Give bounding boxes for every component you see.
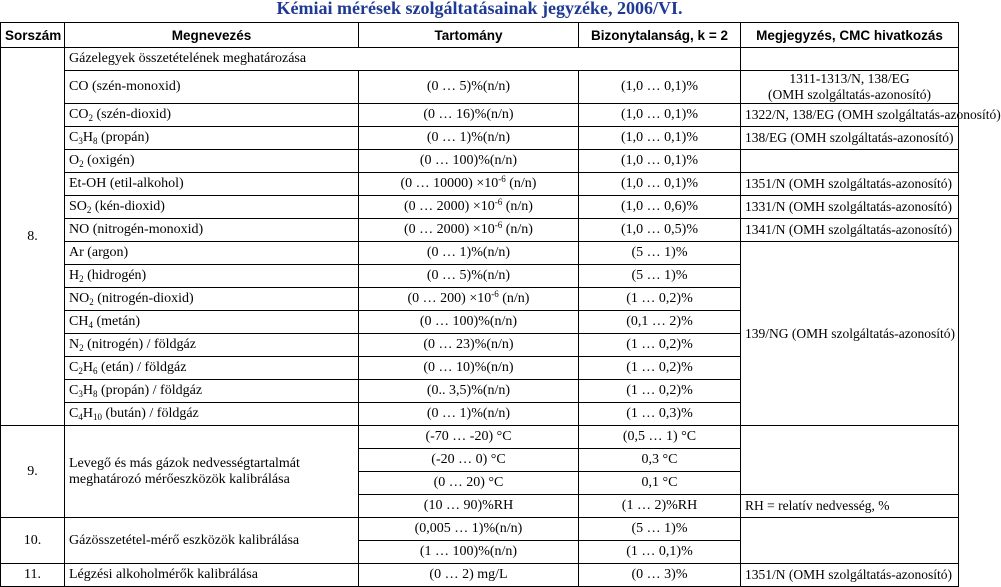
subscript: 2 [89, 297, 94, 307]
uncertainty-value [579, 104, 741, 127]
uncertainty-value [579, 196, 741, 219]
service-name [65, 564, 359, 587]
uncertainty-text: (1,0 … 0,1)% [621, 107, 698, 122]
substance-name [65, 219, 359, 242]
document-title: Kémiai mérések szolgáltatásainak jegyzéke, 2006/VI. [276, 0, 683, 18]
range-text: (0 … 100)%(n/n) [419, 314, 518, 329]
substance-name [65, 242, 359, 265]
range-text: (-20 … 0) °C [431, 452, 506, 467]
range-text: (10 … 90)%RH [423, 498, 514, 513]
shared-note [741, 242, 959, 426]
formula-text: C [69, 360, 79, 375]
substance-name [65, 380, 359, 403]
range-text: (0 … 1)%(n/n) [426, 406, 511, 421]
range-text: (1 … 100)%(n/n) [419, 544, 518, 559]
note-value [741, 495, 959, 518]
substance-name [65, 403, 359, 426]
table-row [1, 196, 959, 219]
uncertainty-value [579, 380, 741, 403]
subscript: 6 [92, 366, 98, 376]
table-row [1, 104, 959, 127]
range-text: (0 … 10)%(n/n) [423, 360, 514, 375]
range-text: (0 … 5)%(n/n) [426, 79, 511, 94]
section-heading-text: Gázelegyek összetételének meghatározása [69, 51, 307, 66]
uncertainty-value [579, 71, 741, 104]
range-value [359, 196, 579, 219]
name-text: (bután) / földgáz [101, 406, 199, 421]
range-text: (0 … 100)%(n/n) [419, 153, 518, 168]
name-text: (szén-dioxid) [92, 107, 172, 122]
section-heading [65, 48, 741, 71]
substance-name [65, 196, 359, 219]
range-value [359, 357, 579, 380]
subscript: 4 [88, 320, 93, 330]
table-row [1, 518, 959, 541]
uncertainty-text: (5 … 1)% [631, 245, 688, 260]
uncertainty-value [579, 426, 741, 449]
formula-text: H [82, 383, 93, 398]
range-value [359, 472, 579, 495]
range-value [359, 150, 579, 173]
note-value [741, 150, 959, 173]
range-value [359, 219, 579, 242]
range-text: (n/n) [505, 176, 537, 191]
name-text: (propán) [97, 130, 150, 145]
range-value [359, 541, 579, 564]
formula-text: Ar (argon) [69, 245, 129, 260]
formula-text: NO (nitrogén-monoxid) [69, 222, 204, 237]
substance-name [65, 288, 359, 311]
name-text: (metán) [92, 314, 140, 329]
uncertainty-text: (1,0 … 0,1)% [621, 176, 698, 191]
name-text: (oxigén) [83, 153, 135, 168]
subscript: 4 [78, 412, 83, 422]
range-value [359, 334, 579, 357]
name-text: (nitrogén-dioxid) [93, 291, 194, 306]
uncertainty-value [579, 541, 741, 564]
note-text: 1351/N (OMH szolgáltatás-azonosító) [745, 176, 952, 191]
subscript: 3 [78, 136, 83, 146]
range-value [359, 426, 579, 449]
uncertainty-text: (1 … 0,2)% [626, 291, 693, 306]
formula-text: C [69, 383, 79, 398]
table-row [1, 127, 959, 150]
table-row [1, 71, 959, 104]
uncertainty-text: (1,0 … 0,1)% [621, 79, 698, 94]
note-text: 138/EG (OMH szolgáltatás-azonosító) [745, 130, 954, 145]
uncertainty-text: 0,1 °C [641, 475, 678, 490]
note-text: 1311-1313/N, 138/EG [789, 71, 910, 86]
range-value [359, 288, 579, 311]
subscript: 8 [92, 389, 98, 399]
note-value [741, 127, 959, 150]
substance-name [65, 357, 359, 380]
uncertainty-value [579, 288, 741, 311]
uncertainty-value [579, 449, 741, 472]
table-row [1, 564, 959, 587]
serial-number-text: 10. [23, 532, 42, 548]
range-value [359, 104, 579, 127]
formula-text: CH [69, 314, 89, 329]
serial-number [1, 426, 65, 518]
range-text: (0 … 23)%(n/n) [423, 337, 514, 352]
range-value [359, 71, 579, 104]
note-value [741, 71, 959, 104]
serial-number-text: 8. [27, 228, 38, 244]
uncertainty-text: (1 … 0,2)% [626, 360, 693, 375]
uncertainty-value [579, 265, 741, 288]
name-text: Légzési alkoholmérők kalibrálása [69, 567, 258, 582]
uncertainty-text: (1 … 2)%RH [621, 498, 698, 513]
superscript: -6 [498, 174, 506, 184]
uncertainty-text: (1 … 0,2)% [626, 337, 693, 352]
uncertainty-value [579, 334, 741, 357]
uncertainty-text: (1,0 … 0,6)% [621, 199, 698, 214]
header-range: Tartomány [359, 23, 579, 48]
range-text: (0.. 3,5)%(n/n) [426, 383, 511, 398]
note-text: RH = relatív nedvesség, % [745, 498, 890, 513]
formula-text: C [69, 406, 79, 421]
uncertainty-value [579, 495, 741, 518]
uncertainty-text: (1 … 0,3)% [626, 406, 693, 421]
header-name: Megnevezés [65, 23, 359, 48]
uncertainty-value [579, 472, 741, 495]
note-text: 1322/N, 138/EG (OMH szolgáltatás-azonosító) [745, 107, 1001, 122]
service-name [65, 518, 359, 564]
range-value [359, 265, 579, 288]
uncertainty-value [579, 219, 741, 242]
superscript: -6 [494, 220, 503, 230]
substance-name [65, 71, 359, 104]
formula-text: H [69, 268, 80, 283]
table-row [1, 242, 959, 265]
serial-number-text: 11. [24, 567, 41, 582]
section-8-heading-row [1, 48, 959, 71]
range-value [359, 380, 579, 403]
note-text: 1351/N (OMH szolgáltatás-azonosító) [745, 567, 952, 582]
substance-name [65, 311, 359, 334]
subscript: 10 [92, 412, 102, 422]
uncertainty-text: (0 … 3)% [631, 567, 688, 582]
uncertainty-value [579, 403, 741, 426]
formula-text: NO [69, 291, 90, 306]
serial-number [1, 48, 65, 426]
note-cell [741, 426, 959, 495]
note-value [741, 104, 1001, 127]
name-text: (kén-dioxid) [91, 199, 165, 214]
uncertainty-value [579, 311, 741, 334]
name-text: (hidrogén) [83, 268, 147, 283]
range-value [359, 311, 579, 334]
uncertainty-text: (0,5 … 1) °C [622, 429, 697, 444]
range-value [359, 242, 579, 265]
formula-text: H [82, 406, 93, 421]
name-text: Levegő és más gázok nedvességtartalmát [69, 455, 300, 471]
range-value [359, 564, 579, 587]
uncertainty-value [579, 127, 741, 150]
header-uncertainty: Bizonytalanság, k = 2 [579, 23, 741, 48]
formula-text: CO [69, 107, 89, 122]
range-text: (n/n) [502, 222, 533, 237]
range-text: (0 … 2000) ×10 [404, 199, 495, 214]
note-value [741, 564, 959, 587]
formula-text: N [69, 337, 80, 352]
substance-name [65, 334, 359, 357]
range-text: (0 … 20) °C [433, 475, 504, 490]
note-text: 139/NG (OMH szolgáltatás-azonosító) [745, 325, 955, 341]
range-text: (0 … 5)%(n/n) [426, 268, 511, 283]
range-value [359, 449, 579, 472]
serial-number [1, 518, 65, 564]
uncertainty-value [579, 518, 741, 541]
note-text: (OMH szolgáltatás-azonosító) [767, 87, 932, 102]
substance-name [65, 150, 359, 173]
uncertainty-value [579, 242, 741, 265]
substance-name [65, 265, 359, 288]
substance-name [65, 104, 359, 127]
note-text: 1331/N (OMH szolgáltatás-azonosító) [745, 199, 952, 214]
serial-number [1, 564, 65, 587]
substance-name [65, 173, 359, 196]
note-cell [741, 48, 959, 71]
range-text: (0 … 1)%(n/n) [426, 130, 511, 145]
subscript: 8 [92, 136, 98, 146]
range-text: (-70 … -20) °C [425, 429, 512, 444]
range-text: (0 … 2) mg/L [429, 567, 508, 582]
name-text: Gázösszetétel-mérő eszközök kalibrálása [69, 532, 300, 548]
note-value [741, 219, 959, 242]
subscript: 2 [79, 274, 84, 284]
name-text: (etán) / földgáz [97, 360, 187, 375]
range-text: (0 … 200) ×10 [407, 291, 492, 306]
name-text: (propán) / földgáz [97, 383, 203, 398]
table-row [1, 219, 959, 242]
uncertainty-value [579, 173, 741, 196]
table-row [1, 426, 959, 449]
range-value [359, 495, 579, 518]
uncertainty-text: 0,3 °C [641, 452, 678, 467]
range-value [359, 403, 579, 426]
name-text: meghatározó mérőeszközök kalibrálása [69, 471, 290, 487]
table-row [1, 173, 959, 196]
note-text: 1341/N (OMH szolgáltatás-azonosító) [745, 222, 952, 237]
uncertainty-value [579, 150, 741, 173]
range-text: (0 … 1)%(n/n) [426, 245, 511, 260]
range-text: (0 … 2000) ×10 [404, 222, 495, 237]
range-text: (0 … 16)%(n/n) [423, 107, 514, 122]
table-body [1, 48, 1001, 587]
subscript: 2 [78, 366, 83, 376]
uncertainty-text: (1,0 … 0,1)% [621, 153, 698, 168]
range-text: (n/n) [498, 291, 530, 306]
uncertainty-text: (5 … 1)% [631, 521, 688, 536]
uncertainty-text: (5 … 1)% [631, 268, 688, 283]
range-text: (n/n) [502, 199, 533, 214]
formula-text: C [69, 130, 79, 145]
uncertainty-text: (1,0 … 0,1)% [621, 130, 698, 145]
range-value [359, 173, 579, 196]
subscript: 2 [79, 159, 84, 169]
uncertainty-text: (1,0 … 0,5)% [621, 222, 698, 237]
formula-text: O [69, 153, 80, 168]
note-cell [741, 518, 959, 564]
service-name [65, 426, 359, 518]
superscript: -6 [494, 197, 503, 207]
subscript: 2 [86, 205, 92, 215]
superscript: -6 [491, 289, 499, 299]
formula-text: CO (szén-monoxid) [69, 79, 181, 94]
header-notes: Megjegyzés, CMC hivatkozás [741, 23, 959, 48]
serial-number-text: 9. [27, 463, 38, 479]
range-text: (0,005 … 1)%(n/n) [414, 521, 523, 536]
note-value [741, 173, 959, 196]
uncertainty-value [579, 564, 741, 587]
range-text: (0 … 10000) ×10 [400, 176, 499, 191]
range-value [359, 518, 579, 541]
formula-text: H [82, 130, 93, 145]
uncertainty-text: (1 … 0,1)% [626, 544, 693, 559]
formula-text: H [82, 360, 93, 375]
note-value [741, 196, 959, 219]
uncertainty-text: (1 … 0,2)% [626, 383, 693, 398]
formula-text: Et-OH (etil-alkohol) [69, 176, 184, 191]
uncertainty-text: (0,1 … 2)% [626, 314, 693, 329]
subscript: 3 [78, 389, 83, 399]
formula-text: SO [69, 199, 87, 214]
range-value [359, 127, 579, 150]
header-serial: Sorszám [1, 23, 65, 48]
table-row [1, 150, 959, 173]
subscript: 2 [79, 343, 84, 353]
uncertainty-value [579, 357, 741, 380]
services-table [0, 22, 1001, 587]
table-header-row [1, 23, 959, 48]
subscript: 2 [88, 113, 93, 123]
substance-name [65, 127, 359, 150]
name-text: (nitrogén) / földgáz [83, 337, 196, 352]
